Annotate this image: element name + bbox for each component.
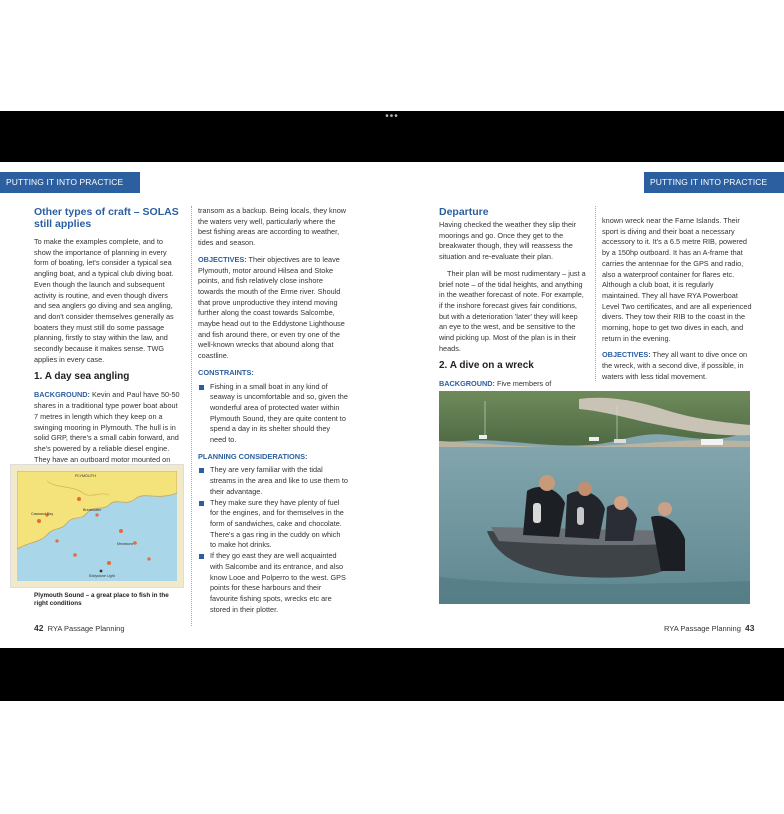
map-chart-graphic	[17, 471, 177, 581]
background-label: BACKGROUND:	[34, 390, 90, 400]
map-label-plymouth: PLYMOUTH	[75, 474, 96, 478]
constraints-heading: CONSTRAINTS:	[198, 367, 254, 377]
section-tab-left: PUTTING IT INTO PRACTICE	[0, 172, 140, 193]
dive-objectives-label: OBJECTIVES:	[602, 350, 651, 360]
planning-item: If they go east they are well acquainted with Salcombe and its entrance, and also know Looe and Polperro to the west. GPS points for these harbours and their favourite fishing spots, wrecks etc are stored in their plotter.	[198, 551, 348, 615]
map-caption: Plymouth Sound – a great place to fish in the right conditions	[34, 592, 169, 607]
dive-objectives-paragraph	[602, 350, 752, 382]
map-label-mewstone: Mewstone	[117, 542, 134, 546]
column-divider-left	[191, 206, 192, 626]
map-label-eddystone: Eddystone Light	[89, 574, 115, 578]
viewer-bottom-bar	[0, 648, 784, 701]
right-page-column-1	[439, 206, 587, 418]
objectives-label: OBJECTIVES:	[198, 254, 247, 264]
right-page-column-2	[602, 216, 752, 389]
rib-paragraph: known wreck near the Farne Islands. Their sport is diving and their boat a necessary accessory to it. It's a 6.5 metre RIB, powered by a 150hp outboard. It has an A-frame that carries the antennae for the GPS and radio, also a waterproof container for flares etc. Although a club boat, it is regularly maintained. They all have RYA Powerboat Level Two certificates, and are all experienced divers. They tow their RIB to the coast in the morning, hope to get two dives in each, and return in the evening.	[602, 216, 752, 343]
departure-paragraph-1: Having checked the weather they slip their moorings and go. Once they get to the breakwater though, they will reassess the situation and re-evaluate their plan.	[439, 220, 577, 262]
page-number-left: 42	[34, 623, 44, 633]
left-page-column-1	[34, 206, 182, 482]
dive-background-label: BACKGROUND:	[439, 379, 495, 389]
page-folio-right	[664, 623, 755, 633]
departure-paragraph-2: Their plan will be most rudimentary – just a brief note – of the tidal heights, and anything in the weather forecast of note. For example, if the inshore forecast gives fair conditions, but with a deterioration 'later' they will keep an eye to the west, and be sensitive to the wind picking up. Most of the plan is in their heads.	[439, 268, 586, 353]
transom-paragraph: transom as a backup. Being locals, they know the waters very well, particularly where the best fishing areas are according to weather, tides and season.	[198, 206, 347, 248]
book-title-left: RYA Passage Planning	[47, 624, 125, 633]
page-folio-left	[34, 623, 125, 633]
viewer-menu-dots-icon[interactable]: •••	[385, 111, 399, 122]
dive-objectives-text: They all want to dive once on the wreck, with a second dive, if possible, in waters with less tidal movement.	[602, 350, 748, 381]
page-number-right: 43	[745, 623, 755, 633]
heading-dive-wreck: 2. A dive on a wreck	[439, 360, 534, 372]
objectives-text: Their objectives are to leave Plymouth, motor around Hilsea and Stoke points, and fish relatively close inshore towards the mouth of the Erme river. Should that prove unproductive they intend moving further along the coast towards Salcombe, maybe head out to the Eddystone Lighthouse and fish around there, or even try one of the well-known wrecks that abound along that coastline.	[198, 254, 345, 361]
divers-rib-photo	[439, 391, 750, 604]
planning-list	[198, 465, 348, 615]
book-spread	[0, 162, 784, 648]
map-label-breakwater: Breakwater	[83, 508, 102, 512]
objectives-paragraph	[198, 255, 348, 362]
background-text: Kevin and Paul have 50-50 shares in a traditional type power boat about 7 metres in length which they keep on a swinging mooring in Plymouth. The hull is in solid GRP, there's a small cabin forward, and she's powered by a reliable diesel engine. They have an outboard motor mounted on	[34, 390, 180, 464]
constraint-item: Fishing in a small boat in any kind of seaway is uncomfortable and so, given the wonderful area of protected water within Plymouth Sound, they are quite content to spend a day in its shelter should they need to.	[198, 382, 348, 446]
book-title-right: RYA Passage Planning	[664, 624, 741, 633]
planning-item: They make sure they have plenty of fuel for the engines, and for themselves in the form of sandwiches, cake and chocolate. There's a gas ring in the cuddy on which to make hot drinks.	[198, 498, 348, 552]
heading-other-craft: Other types of craft – SOLAS still applies	[34, 206, 179, 230]
constraints-list	[198, 382, 348, 446]
heading-sea-angling: 1. A day sea angling	[34, 371, 130, 383]
dive-background-text: Five members of	[496, 379, 552, 389]
section-tab-right: PUTTING IT INTO PRACTICE	[644, 172, 784, 193]
divers-photo-graphic	[439, 391, 750, 604]
map-label-cawsand: Cawsand Bay	[31, 512, 54, 516]
column-divider-right	[595, 206, 596, 381]
planning-heading: PLANNING CONSIDERATIONS:	[198, 451, 308, 461]
plymouth-sound-map	[10, 464, 184, 588]
left-page-column-2	[198, 206, 348, 621]
planning-item: They are very familiar with the tidal streams in the area and like to use them to their advantage.	[198, 465, 348, 497]
intro-paragraph: To make the examples complete, and to show the importance of planning in every form of boating, let's consider a typical sea angling boat, and a typical club diving boat. Even though the launch and subsequent activity is routine, and even though divers and sea anglers go diving and sea angling, and don't consider themselves generally as boaters they must still do some passage planning, firstly to stay within the law, and secondly because it makes sense. TWG applies in every case.	[34, 237, 174, 364]
heading-departure: Departure	[439, 206, 489, 218]
